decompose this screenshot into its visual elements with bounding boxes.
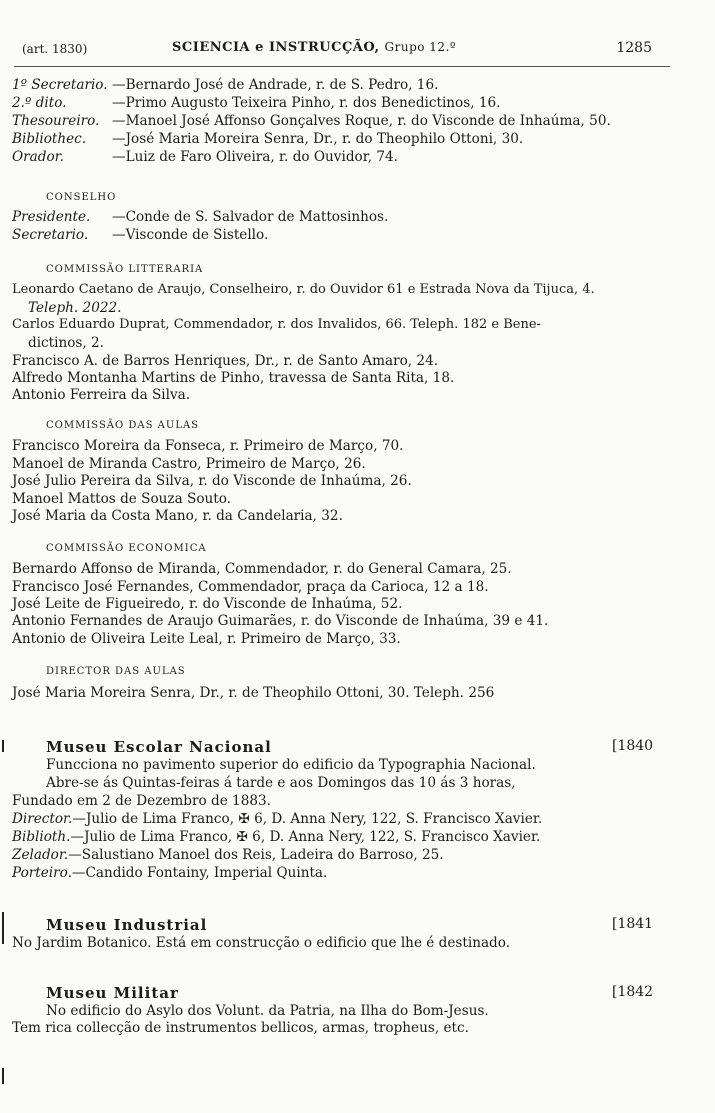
section-heading-conselho: CONSELHO: [46, 192, 117, 203]
museu-escolar-line: Fundado em 2 de Dezembro de 1883.: [12, 793, 271, 809]
staff-text: —Salustiano Manoel dos Reis, Ladeira do Barroso, 25.: [68, 847, 444, 863]
page-number: 1285: [616, 40, 652, 56]
aulas-line: Manoel Mattos de Souza Souto.: [12, 491, 231, 507]
margin-mark: [2, 912, 4, 944]
section-heading-aulas: COMMISSÃO DAS AULAS: [46, 420, 200, 431]
header-rule: [14, 66, 670, 67]
officer-text: —Manoel José Affonso Gonçalves Roque, r. do Visconde de Inhaúma, 50.: [112, 113, 611, 129]
officer-line: [12, 112, 611, 130]
officer-text: —José Maria Moreira Senra, Dr., r. do Theophilo Ottoni, 30.: [112, 131, 524, 147]
litteraria-line: Carlos Eduardo Duprat, Commendador, r. dos Invalidos, 66. Teleph. 182 e Bene-: [12, 317, 541, 332]
aulas-line: José Julio Pereira da Silva, r. do Visconde de Inhaúma, 26.: [12, 473, 412, 489]
staff-text: —Julio de Lima Franco, ✠ 6, D. Anna Nery, 122, S. Francisco Xavier.: [70, 829, 541, 845]
museu-militar-line: No edificio do Asylo dos Volunt. da Patria, na Ilha do Bom-Jesus.: [46, 1003, 489, 1019]
officer-line: [12, 148, 398, 166]
museu-militar-title: Museu Militar: [46, 984, 179, 1002]
museu-industrial-title: Museu Industrial: [46, 916, 208, 934]
conselho-role: Secretario.: [12, 227, 89, 243]
economica-line: Francisco José Fernandes, Commendador, praça da Carioca, 12 a 18.: [12, 579, 489, 595]
section-heading-economica: COMMISSÃO ECONOMICA: [46, 543, 207, 554]
officer-text: —Primo Augusto Teixeira Pinho, r. dos Benedictinos, 16.: [112, 95, 501, 111]
staff-text: —Candido Fontainy, Imperial Quinta.: [71, 865, 328, 881]
museu-escolar-staff: [12, 864, 327, 882]
section-heading-director: DIRECTOR DAS AULAS: [46, 666, 186, 677]
header-title-main: SCIENCIA e INSTRUCÇÃO,: [172, 40, 380, 55]
officer-text: —Bernardo José de Andrade, r. de S. Pedro, 16.: [112, 77, 439, 93]
conselho-line: [12, 226, 268, 244]
staff-role: Director.: [12, 811, 73, 827]
officer-role: Bibliothec.: [12, 131, 87, 147]
museu-escolar-staff: [12, 810, 542, 828]
header-title: [172, 40, 456, 55]
margin-mark: [2, 740, 4, 752]
margin-mark: [2, 1068, 4, 1084]
officer-role: 2.º dito.: [12, 95, 67, 111]
conselho-role: Presidente.: [12, 209, 91, 225]
staff-role: Biblioth.: [12, 829, 71, 845]
litteraria-line: Antonio Ferreira da Silva.: [12, 387, 191, 403]
museu-escolar-staff: [12, 846, 444, 864]
staff-role: Porteiro.: [12, 865, 72, 881]
officer-line: [12, 76, 438, 94]
litteraria-line: dictinos, 2.: [28, 335, 105, 351]
museu-militar-line: Tem rica collecção de instrumentos bellicos, armas, tropheus, etc.: [12, 1020, 469, 1036]
aulas-line: Manoel de Miranda Castro, Primeiro de Março, 26.: [12, 456, 366, 472]
economica-line: José Leite de Figueiredo, r. do Visconde de Inhaúma, 52.: [12, 596, 403, 612]
museu-escolar-line: Abre-se ás Quintas-feiras á tarde e aos Domingos das 10 ás 3 horas,: [46, 775, 516, 791]
officer-text: —Luiz de Faro Oliveira, r. do Ouvidor, 74.: [112, 149, 398, 165]
staff-text: —Julio de Lima Franco, ✠ 6, D. Anna Nery, 122, S. Francisco Xavier.: [72, 811, 543, 827]
conselho-text: —Visconde de Sistello.: [112, 227, 269, 243]
economica-line: Antonio de Oliveira Leite Leal, r. Primeiro de Março, 33.: [12, 631, 401, 647]
conselho-text: —Conde de S. Salvador de Mattosinhos.: [112, 209, 389, 225]
economica-line: Antonio Fernandes de Araujo Guimarães, r. do Visconde de Inhaúma, 39 e 41.: [12, 613, 549, 629]
officer-line: [12, 94, 500, 112]
staff-role: Zelador.: [12, 847, 69, 863]
officer-line: [12, 130, 523, 148]
officer-role: Thesoureiro.: [12, 113, 100, 129]
header-article: (art. 1830): [22, 42, 88, 56]
museu-escolar-number: [1840: [612, 738, 654, 754]
museu-militar-number: [1842: [612, 984, 654, 1000]
section-heading-litteraria: COMMISSÃO LITTERARIA: [46, 264, 204, 275]
litteraria-line: Alfredo Montanha Martins de Pinho, travessa de Santa Rita, 18.: [12, 370, 455, 386]
museu-escolar-title: Museu Escolar Nacional: [46, 738, 272, 756]
economica-line: Bernardo Affonso de Miranda, Commendador, r. do General Camara, 25.: [12, 561, 512, 577]
litteraria-line: Francisco A. de Barros Henriques, Dr., r. de Santo Amaro, 24.: [12, 353, 439, 369]
conselho-line: [12, 208, 388, 226]
header-group: Grupo 12.º: [384, 40, 457, 54]
director-line: José Maria Moreira Senra, Dr., r. de Theophilo Ottoni, 30. Teleph. 256: [12, 685, 495, 701]
museu-industrial-line: No Jardim Botanico. Está em construcção o edificio que lhe é destinado.: [12, 935, 511, 951]
litteraria-line: Leonardo Caetano de Araujo, Conselheiro, r. do Ouvidor 61 e Estrada Nova da Tijuca, 4.: [12, 282, 595, 297]
museu-industrial-number: [1841: [612, 916, 654, 932]
litteraria-line: Teleph. 2022.: [28, 300, 122, 316]
museu-escolar-staff: [12, 828, 540, 846]
running-header: [22, 40, 662, 62]
officer-role: Orador.: [12, 149, 64, 165]
aulas-line: José Maria da Costa Mano, r. da Candelaria, 32.: [12, 508, 343, 524]
museu-escolar-line: Funcciona no pavimento superior do edificio da Typographia Nacional.: [46, 757, 536, 773]
officer-role: 1º Secretario.: [12, 77, 108, 93]
aulas-line: Francisco Moreira da Fonseca, r. Primeiro de Março, 70.: [12, 438, 404, 454]
